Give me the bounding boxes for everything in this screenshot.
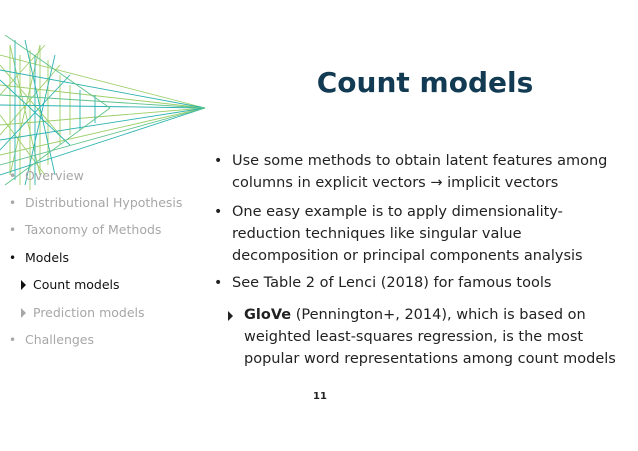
triangle-bullet-icon [21, 280, 26, 290]
round-bullet-icon: • [214, 204, 223, 220]
sidebar-item-prediction-models[interactable] [21, 305, 145, 320]
sidebar-item-label: Prediction models [33, 305, 145, 320]
sub-bullet-description: (Pennington+, 2014), which is based on weighted least-squares regression, is the most popular word representations among count models [244, 307, 616, 367]
round-bullet-icon: • [9, 333, 17, 347]
round-bullet-icon: • [9, 251, 17, 265]
sidebar-item-label: Challenges [25, 332, 95, 347]
bullet-text: See Table 2 of Lenci (2018) for famous tools [232, 275, 552, 291]
sub-bullet-text [228, 304, 624, 370]
round-bullet-icon: • [9, 169, 17, 183]
sub-bullet-item [228, 304, 624, 370]
sidebar-item-label: Models [25, 250, 70, 265]
sidebar-item-label: Count models [33, 277, 120, 292]
sidebar-item-label: Overview [25, 168, 84, 183]
triangle-bullet-icon [228, 311, 233, 321]
bullet-item [214, 201, 624, 267]
page-number: 11 [313, 391, 327, 402]
sidebar-item-distributional-hypothesis[interactable] [9, 195, 182, 210]
round-bullet-icon: • [214, 275, 223, 291]
sidebar-item-label: Taxonomy of Methods [25, 222, 162, 237]
bullet-text: Use some methods to obtain latent features among columns in explicit vectors → implicit vectors [232, 153, 608, 191]
sidebar-item-models[interactable] [9, 250, 69, 265]
sidebar-item-count-models[interactable] [21, 277, 120, 292]
sidebar-item-overview[interactable] [9, 168, 84, 183]
sidebar-item-label: Distributional Hypothesis [25, 195, 183, 210]
round-bullet-icon: • [9, 223, 17, 237]
triangle-bullet-icon [21, 308, 26, 318]
round-bullet-icon: • [9, 196, 17, 210]
round-bullet-icon: • [214, 153, 223, 169]
slide-title: Count models [316, 66, 534, 99]
bullet-item [214, 272, 624, 294]
bullet-item [214, 150, 624, 194]
bullet-text: One easy example is to apply dimensionality-reduction techniques like singular value decomposition or principal components analysis [232, 204, 583, 264]
glove-term: GloVe [244, 307, 292, 323]
sidebar-item-challenges[interactable] [9, 332, 94, 347]
sidebar-item-taxonomy-of-methods[interactable] [9, 222, 161, 237]
